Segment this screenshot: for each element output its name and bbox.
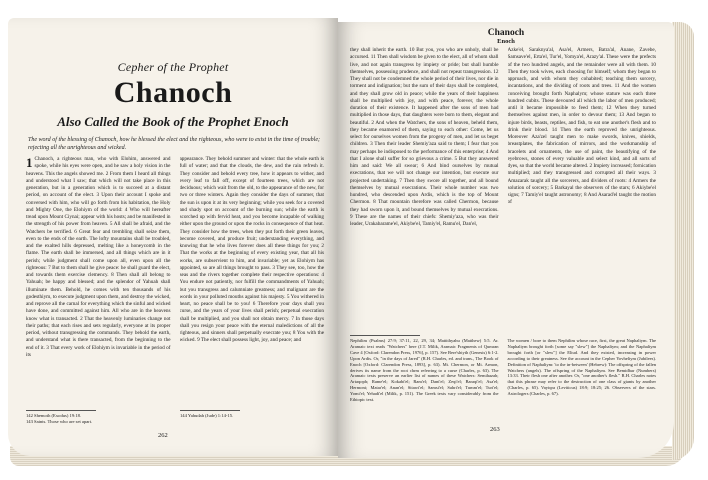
right-page: [338, 22, 674, 458]
running-head: [338, 28, 674, 45]
right-text-columns: [338, 45, 674, 323]
page-edges-right: [672, 22, 694, 460]
book-heading: [8, 60, 338, 130]
running-title: Chanoch: [487, 28, 525, 38]
chapter-number: 1: [26, 156, 33, 170]
running-subtitle: Enoch: [497, 38, 515, 45]
page-number-left: 262: [158, 432, 168, 439]
footnotes-right-col-1: Nephilim (Psalms) 27:9; 37:11, 22, 29, 34; Mattithyahu (Matthew) 5:5. Ar. Aramaic text reads "Watchers" here (J.T. Milik, Aramaic Fragments of Qumran Cave 4 [Oxford: Clarendon Press, 1976], p. 157). See Bere'shiyth (Genesis) 6:1-2. Upon Ardis. Or, "in the days of Jared" (R.H. Charles, ed. and trans., The Book of Enoch [Oxford: Clarendon Press, 1893], p. 63). Mt. Chermon, or Mt. Armon, derives its name from the root chrm referring to a curse (Charles, p. 63). The Aramaic texts preserve an earlier list of names of these Watchers: Semihazah; Artaqoph; Rame'el; Kokabi'el; Ram'el; Dani'el; Zeqi'el; Baraqi'el; Asa'el; Hermoni; Matar'el; Anan'el; Sitawi'el; Samsi'el; Sahri'el; Tumm'el; Turi'el; Yomi'el; Yehadi'el (Milik, p. 151). The Greek texts vary considerably from the Ethiopic text.: [350, 338, 499, 403]
left-column-2-text: appearance. They behold summer and winter: that the whole earth is full of water; and that the clouds, the dew, and the rain refresh it. They consider and behold every tree, how it appears to wither, and every leaf to fall off, except of fourteen trees, which are not deciduous; which wait from the old, to the appearance of the new, for two or three winters. Again they consider the days of summer, that the sun is upon it at its very beginning; while you seek for a covered and shady spot on account of the burning sun; while the earth is scorched up with fervid heat, and you become incapable of walking either upon the ground or upon the rocks in consequence of that heat. They consider how the trees, when they put forth their green leaves, become covered, and produce fruit; understanding everything, and knowing that he who lives forever does all these things for you; 2 That the works at the beginning of every existing year, that all his works, are subservient to him, and invariable; yet as Elohiym has appointed, so are all things brought to pass. 3 They see, too, how the seas and the rivers together complete their respective operations: 4 You endure not patiently, nor fulfill the commandments of Yahuah; but you transgress and calumniate greatness; and malignant are the words in your polluted mouths against his majesty. 5 You withered in heart, no peace shall be to you! 6 Therefore your days shall you curse, and the years of your lives shall perish; perpetual execration shall be multiplied, and you shall not obtain mercy. 7 In those days shall you resign your peace with the eternal maledictions of all the righteous, and sinners shall perpetually execrate you; 8 You with the wicked. 9 The elect shall possess light, joy, and peace; and: [179, 156, 324, 344]
footnote-143: 143 Saints. Those who are set apart.: [26, 419, 93, 424]
footnotes-right: [350, 338, 656, 403]
right-column-2-text: Azke'el, Saraknya'al, Asa'el, Armers, Batra'al, Anane, Zavebe, Samsave'el, Erta'el, Tur'el, Yomya'el, Arazy'al. These were the prefects of the two hundred angels, and the remainder were all with them. 10 Then they took wives, each choosing for himself; whom they began to approach, and with whom they cohabited; teaching them sorcery, incantations, and the dividing of roots and trees. 11 And the women conceiving brought forth Naphalym; whose stature was each three hundred cubits. These devoured all which the labor of men produced; until it became impossible to feed them; 12 When they turned themselves against men, in order to devour them; 13 And began to injure birds, beasts, reptiles, and fish, to eat one another's flesh and to drink their blood. 14 Then the earth reproved the unrighteous. Moreover Aza'zel taught men to make swords, knives, shields, breastplates, the fabrication of mirrors, and the workmanship of bracelets and ornaments, the use of paint, the beautifying of the eyebrows, stones of every valuable and select kind, and all sorts of dyes, so that the world became altered. 2 Impiety increased; fornication multiplied; and they transgressed and corrupted all their ways. 3 Amazarak taught all the sorcerers, and dividers of roots: 4 Armers the solution of sorcery; 5 Barkayal the observers of the stars; 6 Akiybe'el signs; 7 Tamiy'el taught astronomy; 8 And Asarad'el taught the motion of: [507, 47, 656, 206]
footnote-rule-right: [350, 335, 420, 336]
left-column-1: [26, 156, 171, 418]
footnote-144: 144 Yahudah (Jude) 1:14-15.: [180, 413, 234, 418]
book-subtitle: Also Called the Book of the Prophet Enoch: [57, 114, 289, 129]
right-column-2: [508, 47, 657, 323]
book-prefix: Cepher of the Prophet: [117, 60, 229, 74]
page-number-right: 263: [490, 426, 500, 433]
intro-paragraph: The word of the blessing of Chanoch, how he blessed the elect and the righteous, who were to exist in the time of trouble; rejecting all the unrighteous and wicked.: [28, 137, 320, 151]
right-column-1-text: they shall inherit the earth. 10 But you, you who are unholy, shall be accursed. 11 Then shall wisdom be given to the elect, all of whom shall live, and not again transgress by impiety or pride; but shall humble themselves, possessing prudence, and shall not repeat transgression. 12 They shall not be condemned the whole period of their lives, nor die in torment and indignation; but the sum of their days shall be completed, and they shall grow old in peace; while the years of their happiness shall be multiplied with joy, and with peace, forever, the whole duration of their existence. It happened after the sons of men had multiplied in those days, that daughters were born to them, elegant and beautiful. 2 And when the Watchers, the sons of heaven, beheld them, they became enamored of them, saying to each other: Come, let us select for ourselves women from the progeny of men, and let us beget children. 3 Then their leader Shemiy'aza said to them; I fear that you may perhaps be indisposed to the performance of this enterprise; 4 And that I alone shall suffer for so grievous a crime. 5 But they answered him and said: We all swear; 6 And bind ourselves by mutual execrations, that we will not change our intention, but execute our projected undertaking. 7 Then they swore all together, and all bound themselves by mutual execrations. Their whole number was two hundred, who descended upon Ardis, which is the top of Mount Chermon. 8 That mountain therefore was called Chermon, because they had sworn upon it, and bound themselves by mutual execrations. 9 These are the names of their chiefs: Shemiy'aza, who was their leader, Urakabarame'el, Akiybe'el, Tamiy'el, Ramu'el, Dan'el,: [350, 47, 499, 227]
footnotes-right-col-2: The women / bore to them Nephilim whose race, first, the great Naphaliym. The Naphaliym brought forth [some say "slew"] the Naphaliym; and the Naphaliym brought forth [or "slew"] the Eliud. And they existed, increasing in power according to their greatness. See the account in the Cepher Yovheliym (Jubilees). Definition of Naphaliym: 'to the in-between' (Hebrew): The offspring of the fallen Watchers (angels). The offspring of the Naphaliym. See Bemidbar (Numbers) 13:33. Their flesh one after another. Or, "one another's flesh." R.H. Charles notes that this phrase may refer to the destruction of one class of giants by another (Charles, p. 65). Vayiqra (Leviticus) 18:9; 18:25; 26. Observers of the stars. Astrologers (Charles, p. 67).: [507, 338, 656, 397]
left-column-1-text: Chanoch, a righteous man, who with Elohim, answered and spoke, while his eyes were open, and he saw a holy vision in the heavens. This the angels showed me. 2 From them I heard all things and understood what I saw; that which will not take place in this generation, but in a generation which is to succeed at a distant period, on account of the elect. 3 Upon their account I spoke and conversed with him, who will go forth from his habitation, the Holy and Mighty One, the Elohiym of the world: 4 Who will hereafter tread upon Mount Ciynai; appear with his hosts; and be manifested in the strength of his power from heaven. 5 All shall be afraid, and the Watchers be terrified. 6 Great fear and trembling shall seize them, even to the ends of the earth. The lofty mountains shall be troubled, and the exalted hills depressed, melting like a honeycomb in the flame. The earth shall be immersed, and all things which are in it perish; while judgment shall come upon all, even upon all the righteous: 7 But to them shall he give peace: he shall guard the elect, and towards them exercise clemency. 8 Then shall all belong to Yahuah; be happy and blessed; and the splendor of Yahuah shall illuminate them. Behold, he comes with ten thousands of his godesthiym, to execute judgment upon them, and destroy the wicked, and reprove all the carnal for everything which the sinful and wicked have done, and committed against him. All who are in the heavens know what is transacted. 2 That the heavenly luminaries change not their paths; that each rises and sets regularly, everyone at its proper period, without transgressing the commands. They behold the earth, and understand what is there transacted, from the beginning to the end of it. 3 That every work of Elohiym is invariable in the period of its: [26, 156, 171, 358]
right-column-1: [350, 47, 499, 323]
book-title: Chanoch: [113, 76, 233, 109]
footnote-list-left: [26, 413, 166, 425]
left-column-2: [180, 156, 325, 418]
left-page: [8, 18, 338, 456]
footnote-rule: [26, 410, 96, 411]
footnote-142: 142 Shemoth (Exodus) 19:18.: [26, 413, 82, 418]
left-text-columns: [8, 156, 338, 418]
footnote-rule-2: [180, 410, 240, 411]
